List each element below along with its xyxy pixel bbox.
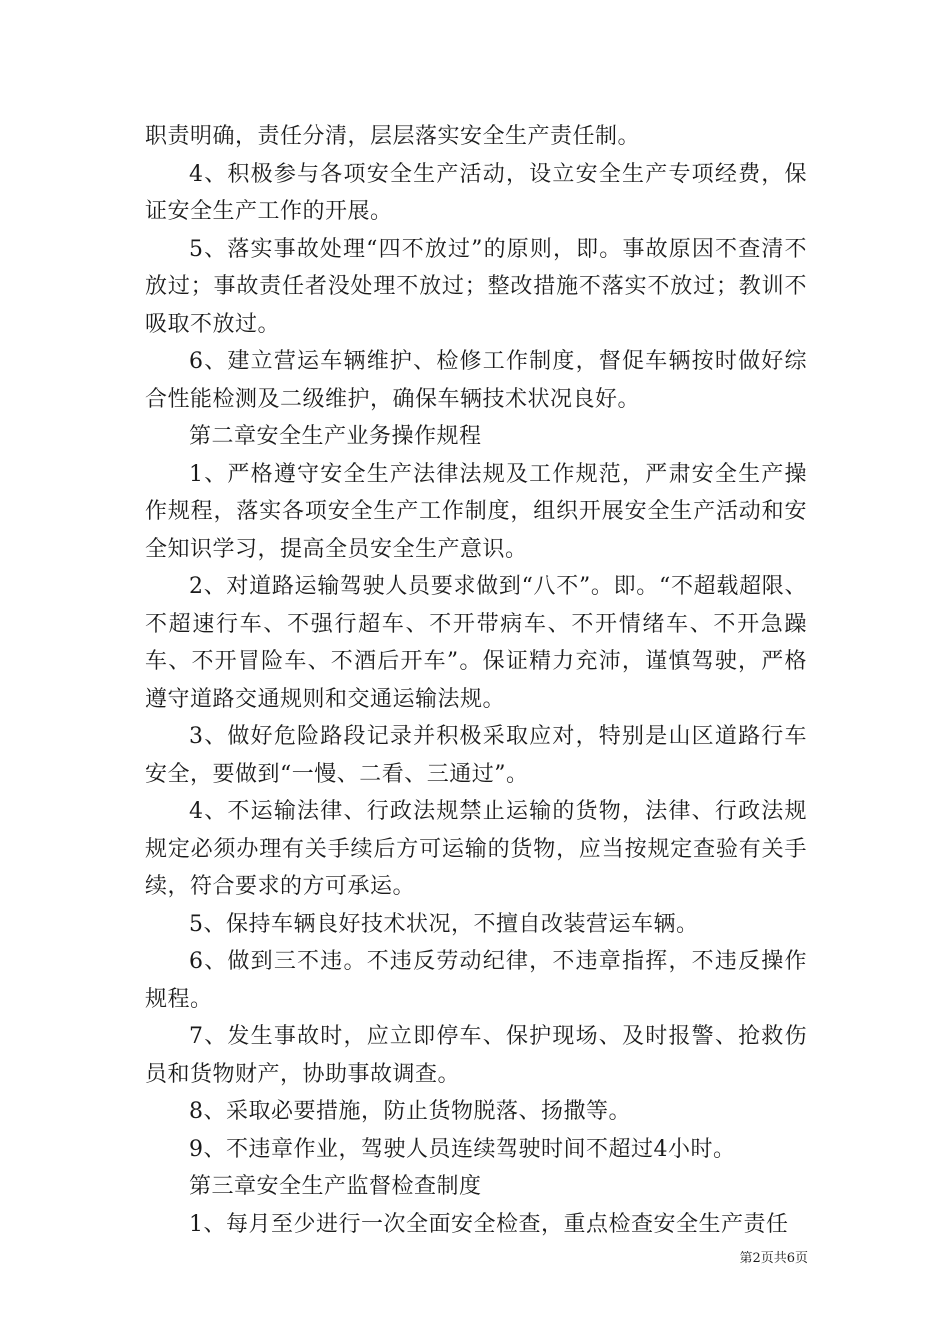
chapter-2-item-6: 6、做到三不违。不违反劳动纪律，不违章指挥，不违反操作规程。 bbox=[145, 949, 807, 1012]
chapter-2-item-9: 9、不违章作业，驾驶人员连续驾驶时间不超过4小时。 bbox=[189, 1136, 736, 1162]
chapter-2-item-2: 2、对道路运输驾驶人员要求做到“八不”。即。“不超载超限、不超速行车、不强行超车、不开带病车、不开情绪车、不开急躁车、不开冒险车、不酒后开车”。保证精力充沛，谨慎驾驶，严格遵守道路交通规则和交通运输法规。 bbox=[145, 574, 807, 712]
chapter-2-item-1: 1、严格遵守安全生产法律法规及工作规范，严肃安全生产操作规程，落实各项安全生产工作制度，组织开展安全生产活动和安全知识学习，提高全员安全生产意识。 bbox=[145, 461, 807, 562]
chapter-3-item-1: 1、每月至少进行一次全面安全检查，重点检查安全生产责任 bbox=[189, 1211, 789, 1237]
chapter-2-item-3: 3、做好危险路段记录并积极采取应对，特别是山区道路行车安全，要做到“一慢、二看、三通过”。 bbox=[145, 724, 807, 787]
page-number-footer: 第2页共6页 bbox=[739, 1251, 808, 1266]
chapter-3-heading: 第三章安全生产监督检查制度 bbox=[189, 1174, 482, 1199]
chapter-2-item-7: 7、发生事故时，应立即停车、保护现场、及时报警、抢救伤员和货物财产，协助事故调查。 bbox=[145, 1024, 807, 1087]
chapter-2-heading: 第二章安全生产业务操作规程 bbox=[189, 424, 482, 449]
paragraph-item-6: 6、建立营运车辆维护、检修工作制度，督促车辆按时做好综合性能检测及二级维护，确保车辆技术状况良好。 bbox=[145, 349, 807, 412]
paragraph-item-5: 5、落实事故处理“四不放过”的原则，即。事故原因不查清不放过；事故责任者没处理不放过；整改措施不落实不放过；教训不吸取不放过。 bbox=[145, 236, 807, 337]
chapter-2-item-5: 5、保持车辆良好技术状况，不擅自改装营运车辆。 bbox=[189, 911, 699, 937]
document-body bbox=[145, 118, 807, 1243]
paragraph-item-4: 4、积极参与各项安全生产活动，设立安全生产专项经费，保证安全生产工作的开展。 bbox=[145, 161, 807, 224]
chapter-2-item-4: 4、不运输法律、行政法规禁止运输的货物，法律、行政法规规定必须办理有关手续后方可运输的货物，应当按规定查验有关手续，符合要求的方可承运。 bbox=[145, 799, 807, 899]
paragraph-continued: 职责明确，责任分清，层层落实安全生产责任制。 bbox=[145, 124, 641, 149]
chapter-2-item-8: 8、采取必要措施，防止货物脱落、扬撒等。 bbox=[189, 1099, 631, 1124]
